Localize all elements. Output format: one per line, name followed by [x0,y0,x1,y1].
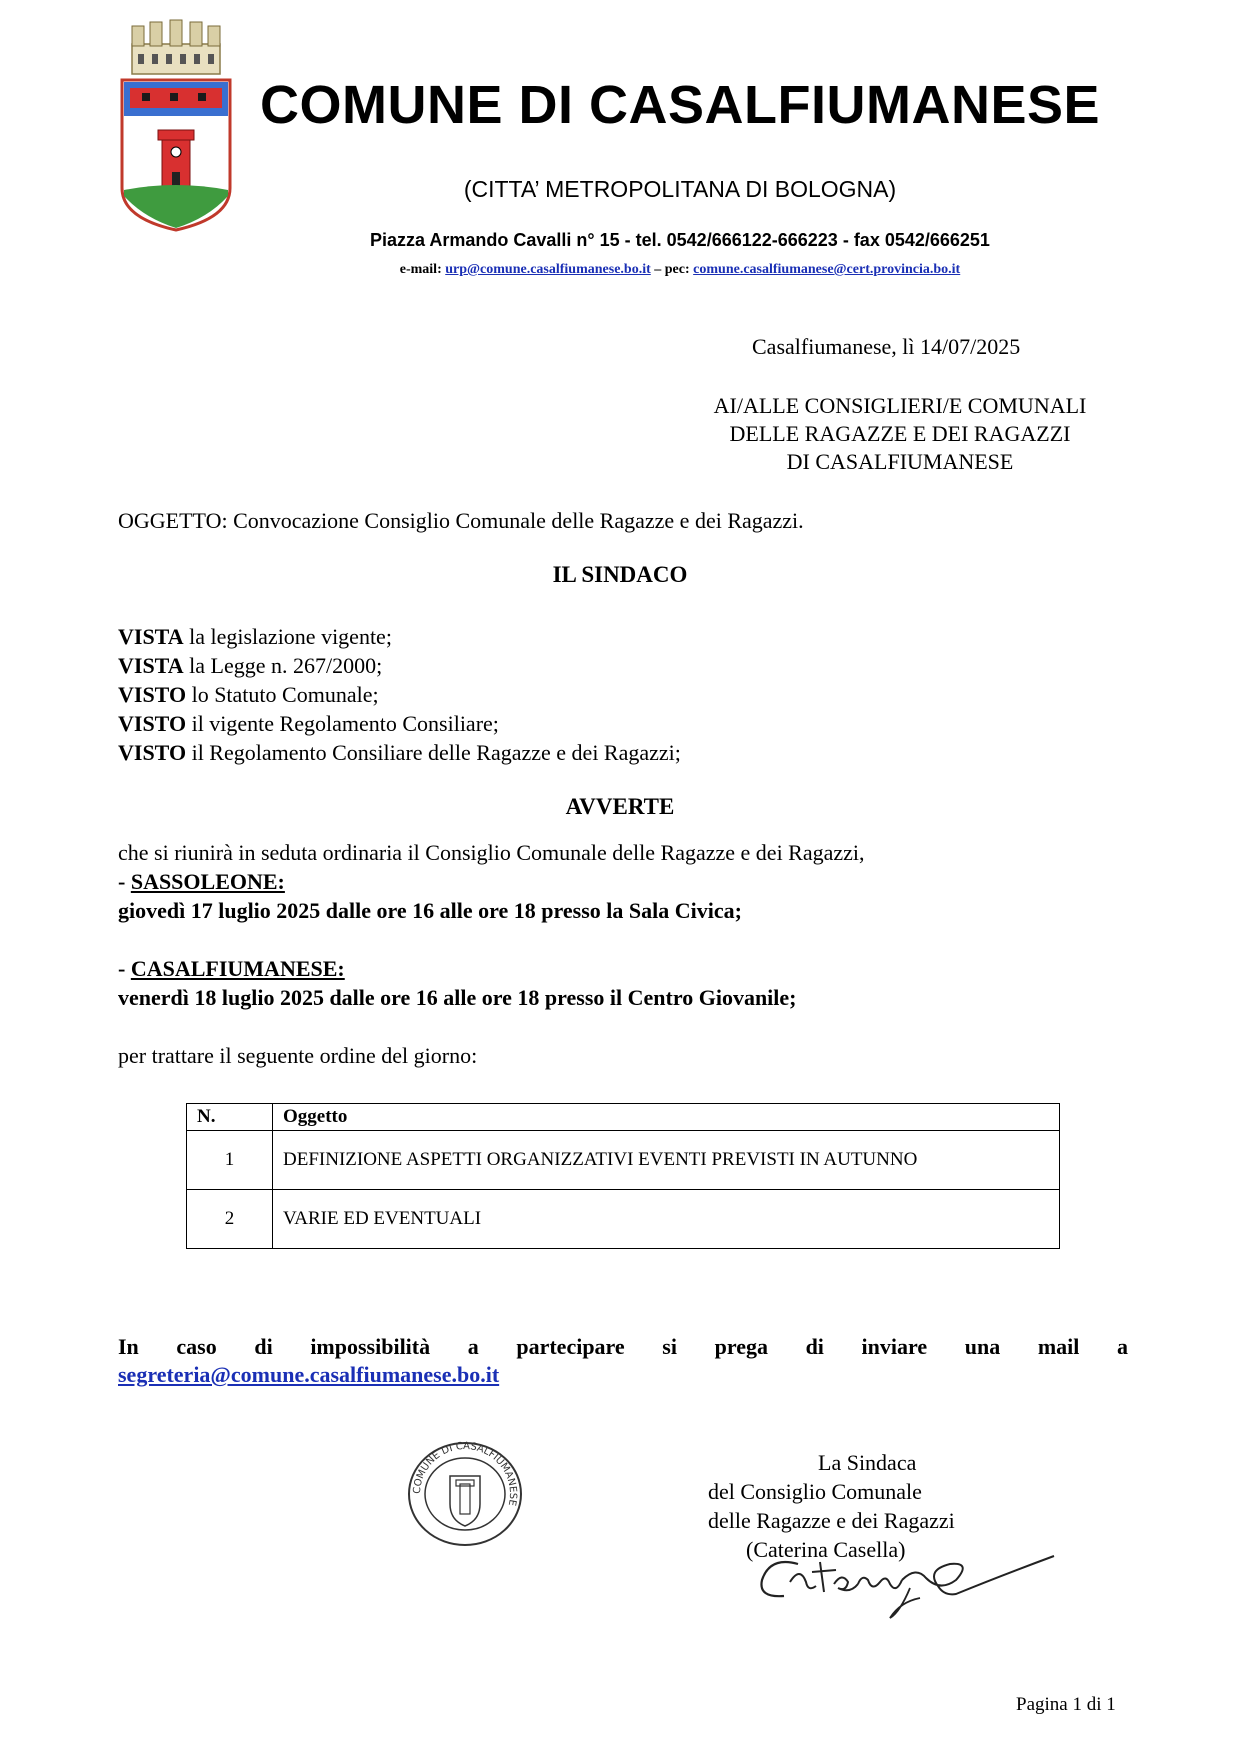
recipient-block [680,392,1240,476]
recipient-line: AI/ALLE CONSIGLIERI/E COMUNALI [713,393,1087,418]
email-link[interactable]: urp@comune.casalfiumanese.bo.it [445,262,651,277]
meeting-2-details: venerdì 18 luglio 2025 dalle ore 16 alle ore 18 presso il Centro Giovanile; [118,985,797,1010]
signatory-name: (Caterina Casella) [746,1537,906,1562]
meeting-2-place: - CASALFIUMANESE: [118,956,345,981]
vista-item: VISTA la legislazione vigente; [118,624,392,649]
page-subtitle: (CITTA’ METROPOLITANA DI BOLOGNA) [463,176,897,202]
vista-item: VISTO lo Statuto Comunale; [118,682,379,707]
agenda-header-n: N. [187,1104,273,1131]
meeting-1-place: - SASSOLEONE: [118,869,285,894]
agenda-header-oggetto: Oggetto [273,1104,1060,1131]
page-number: Pagina 1 di 1 [1016,1694,1116,1715]
signature-line: del Consiglio Comunale [708,1479,922,1504]
recipient-line: DELLE RAGAZZE E DEI RAGAZZI [729,421,1071,446]
contact-line [0,262,1240,278]
vista-item: VISTA la Legge n. 267/2000; [118,653,383,678]
agenda-item-subject: VARIE ED EVENTUALI [273,1190,1060,1249]
email-label: e-mail: [399,262,442,277]
meeting-intro: che si riunirà in seduta ordinaria il Consiglio Comunale delle Ragazze e dei Ragazzi, [118,840,865,865]
secretariat-email-link[interactable]: segreteria@comune.casalfiumanese.bo.it [118,1362,500,1387]
pec-label: – pec: [654,262,690,277]
handwritten-signature [750,1536,1060,1626]
svg-text:COMUNE DI CASALFIUMANESE: COMUNE DI CASALFIUMANESE [411,1440,519,1507]
recipient-line: DI CASALFIUMANESE [786,449,1014,474]
municipality-address: Piazza Armando Cavalli n° 15 - tel. 0542/666122-666223 - fax 0542/666251 [370,230,990,250]
table-row [187,1131,1060,1190]
page-title: COMUNE DI CASALFIUMANESE [259,75,1100,135]
vista-item: VISTO il Regolamento Consiliare delle Ragazze e dei Ragazzi; [118,740,681,765]
agenda-item-subject: DEFINIZIONE ASPETTI ORGANIZZATIVI EVENTI PREVISTI IN AUTUNNO [273,1131,1060,1190]
municipal-seal-stamp [406,1440,524,1548]
table-row [187,1190,1060,1249]
heading-il-sindaco: IL SINDACO [552,562,688,587]
agenda-item-number: 2 [187,1190,273,1249]
meeting-1-details: giovedì 17 luglio 2025 dalle ore 16 alle ore 18 presso la Sala Civica; [118,898,742,923]
pec-link[interactable]: comune.casalfiumanese@cert.provincia.bo.it [693,262,961,277]
agenda-item-number: 1 [187,1131,273,1190]
heading-avverte: AVVERTE [565,794,675,819]
signature-line: delle Ragazze e dei Ragazzi [708,1508,955,1533]
vista-list [118,622,681,767]
agenda-table [186,1103,1060,1249]
vista-item: VISTO il vigente Regolamento Consiliare; [118,711,499,736]
subject-line: OGGETTO: Convocazione Consiglio Comunale delle Ragazze e dei Ragazzi. [118,508,804,533]
agenda-intro: per trattare il seguente ordine del giorno: [118,1043,478,1068]
agenda-header-row [187,1104,1060,1131]
place-date: Casalfiumanese, lì 14/07/2025 [752,334,1021,359]
signature-role: La Sindaca [818,1450,917,1475]
absence-notice: In caso di impossibilità a partecipare si prega di inviare una mail a [118,1334,1128,1359]
